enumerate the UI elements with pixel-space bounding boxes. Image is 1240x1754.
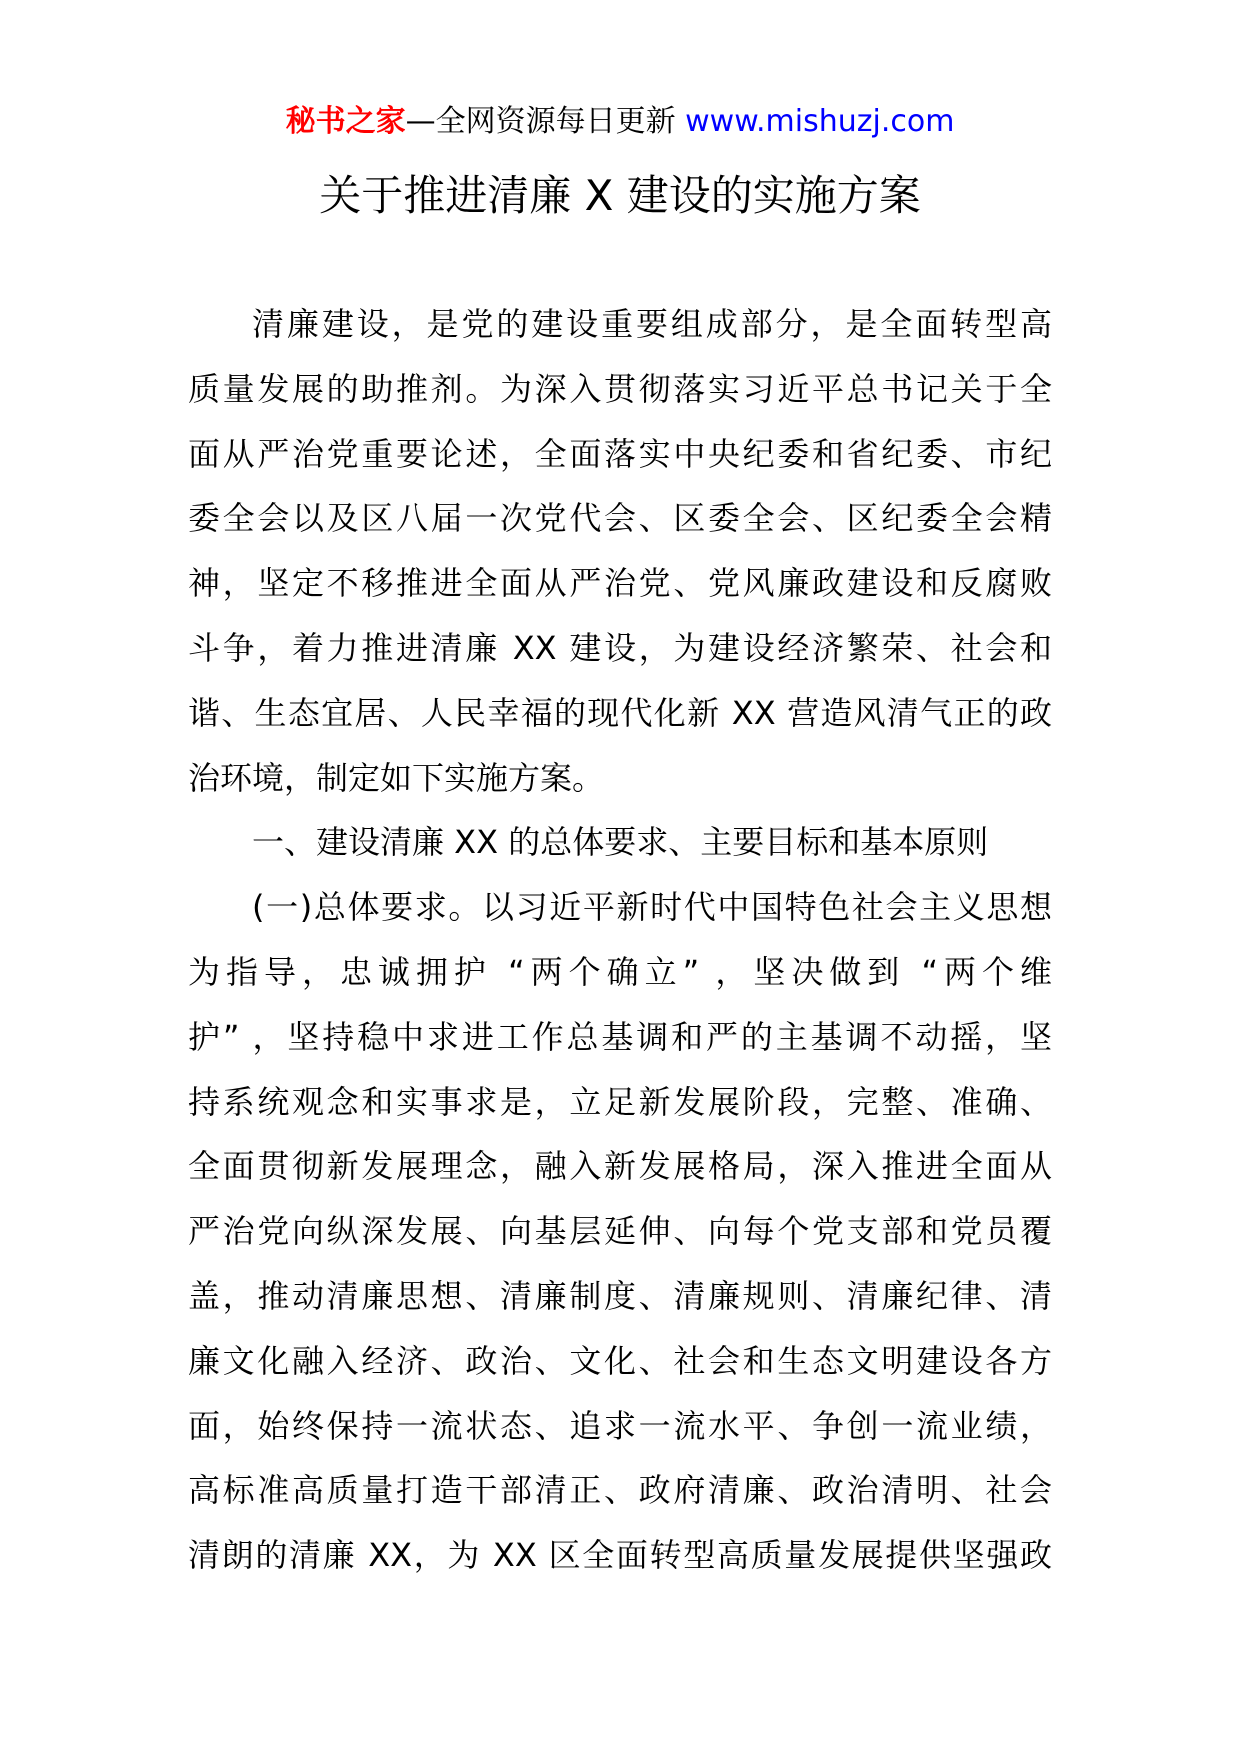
document-body [188, 292, 1052, 1622]
paragraph-line: 持系统观念和实事求是，立足新发展阶段，完整、准确、 [188, 1082, 1052, 1121]
watermark-header [0, 100, 1240, 144]
paragraph-line: 护” ，坚持稳中求进工作总基调和严的主基调不动摇，坚 [188, 1017, 1052, 1056]
paragraph-line: (一)总体要求。以习近平新时代中国特色社会主义思想 [252, 888, 1052, 927]
section-heading: 一、建设清廉 XX 的总体要求、主要目标和基本原则 [252, 823, 989, 862]
paragraph-line: 严治党向纵深发展、向基层延伸、向每个党支部和党员覆 [188, 1212, 1052, 1251]
paragraph-line: 质量发展的助推剂。为深入贯彻落实习近平总书记关于全 [188, 369, 1052, 408]
site-tagline: —全网资源每日更新 [405, 104, 686, 139]
paragraph-line: 谐、生态宜居、人民幸福的现代化新 XX 营造风清气正的政 [188, 693, 1052, 732]
paragraph-line: 为指导，忠诚拥护 “两个确立” ，坚决做到 “两个维 [188, 952, 1052, 991]
paragraph-line: 全面贯彻新发展理念，融入新发展格局，深入推进全面从 [188, 1147, 1052, 1186]
paragraph-line: 高标准高质量打造干部清正、政府清廉、政治清明、社会 [188, 1471, 1052, 1510]
paragraph-line: 斗争，着力推进清廉 XX 建设，为建设经济繁荣、社会和 [188, 628, 1052, 667]
site-url[interactable]: www.mishuzj.com [685, 104, 955, 139]
paragraph-line: 面，始终保持一流状态、追求一流水平、争创一流业绩， [188, 1406, 1052, 1445]
paragraph-line: 廉文化融入经济、政治、文化、社会和生态文明建设各方 [188, 1341, 1052, 1380]
paragraph-line: 治环境，制定如下实施方案。 [188, 758, 605, 797]
paragraph-line: 委全会以及区八届一次党代会、区委全会、区纪委全会精 [188, 499, 1052, 538]
paragraph-line: 清朗的清廉 XX，为 XX 区全面转型高质量发展提供坚强政 [188, 1536, 1052, 1575]
site-name: 秘书之家 [285, 104, 406, 139]
paragraph-line: 盖，推动清廉思想、清廉制度、清廉规则、清廉纪律、清 [188, 1276, 1052, 1315]
paragraph-line: 面从严治党重要论述，全面落实中央纪委和省纪委、市纪 [188, 434, 1052, 473]
paragraph-line: 清廉建设，是党的建设重要组成部分，是全面转型高 [252, 305, 1052, 343]
paragraph-line: 神，坚定不移推进全面从严治党、党风廉政建设和反腐败 [188, 564, 1052, 603]
document-title: 关于推进清廉 X 建设的实施方案 [319, 171, 921, 220]
